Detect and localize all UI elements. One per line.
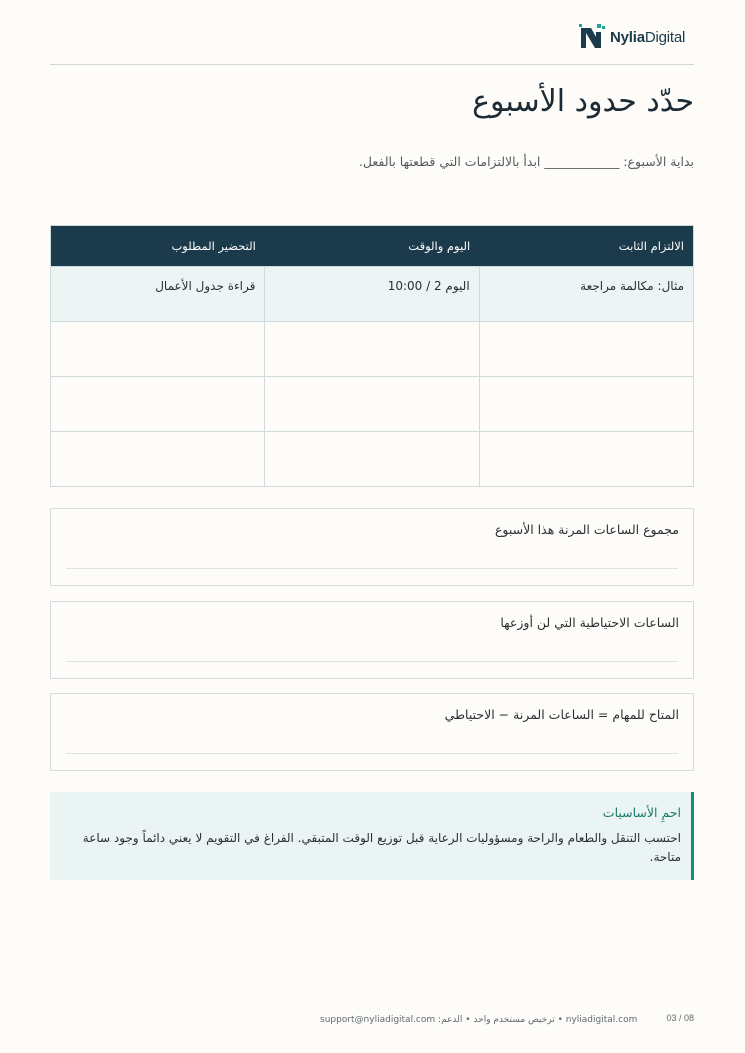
buffer-hours-box[interactable] (50, 601, 694, 679)
table-cell[interactable] (265, 322, 479, 377)
table-cell[interactable] (479, 322, 693, 377)
box-label: المتاح للمهام = الساعات المرنة − الاحتياطي (444, 707, 679, 722)
write-line (66, 661, 678, 662)
header-divider (50, 64, 694, 65)
table-cell[interactable]: قراءة جدول الأعمال (51, 267, 265, 322)
table-cell[interactable]: اليوم 2 / 10:00 (265, 267, 479, 322)
column-header-day-time: اليوم والوقت (265, 226, 479, 267)
table-row (51, 267, 694, 322)
table-row (51, 432, 694, 487)
page-number: 03 / 08 (666, 1013, 694, 1023)
table-row (51, 377, 694, 432)
footer-text: support@nyliadigital.com :ترخيص مستخدم واحد • الدعم • nyliadigital.com (320, 1015, 638, 1025)
commitments-table (50, 225, 694, 487)
tip-callout (50, 792, 694, 880)
callout-body: احتسب التنقل والطعام والراحة ومسؤوليات الرعاية قبل توزيع الوقت المتبقي. الفراغ في التقويم لا يعني دائماً وجود ساعة متاحة. (82, 831, 681, 864)
table-cell[interactable] (51, 322, 265, 377)
box-label: مجموع الساعات المرنة هذا الأسبوع (494, 522, 679, 537)
available-hours-box[interactable] (50, 693, 694, 771)
write-line (66, 753, 678, 754)
column-header-commitment: الالتزام الثابت (479, 226, 693, 267)
nylia-logo-icon (578, 22, 608, 52)
write-line (66, 568, 678, 569)
callout-title: احمِ الأساسيات (602, 805, 681, 820)
table-cell[interactable] (265, 432, 479, 487)
table-cell[interactable] (479, 432, 693, 487)
brand-name: NyliaDigital (610, 28, 686, 46)
box-label: الساعات الاحتياطية التي لن أوزعها (500, 615, 679, 630)
flexible-hours-box[interactable] (50, 508, 694, 586)
table-cell[interactable] (51, 377, 265, 432)
table-cell[interactable] (265, 377, 479, 432)
intro-text: بداية الأسبوع: ____________ ابدأ بالالتزامات التي قطعتها بالفعل. (358, 154, 694, 169)
table-row (51, 322, 694, 377)
page-title: حدّد حدود الأسبوع (472, 84, 694, 119)
table-cell[interactable]: مثال: مكالمة مراجعة (479, 267, 693, 322)
table-header-row (51, 226, 694, 267)
table-cell[interactable] (479, 377, 693, 432)
column-header-preparation: التحضير المطلوب (51, 226, 265, 267)
brand-logo (578, 22, 685, 52)
table-cell[interactable] (51, 432, 265, 487)
